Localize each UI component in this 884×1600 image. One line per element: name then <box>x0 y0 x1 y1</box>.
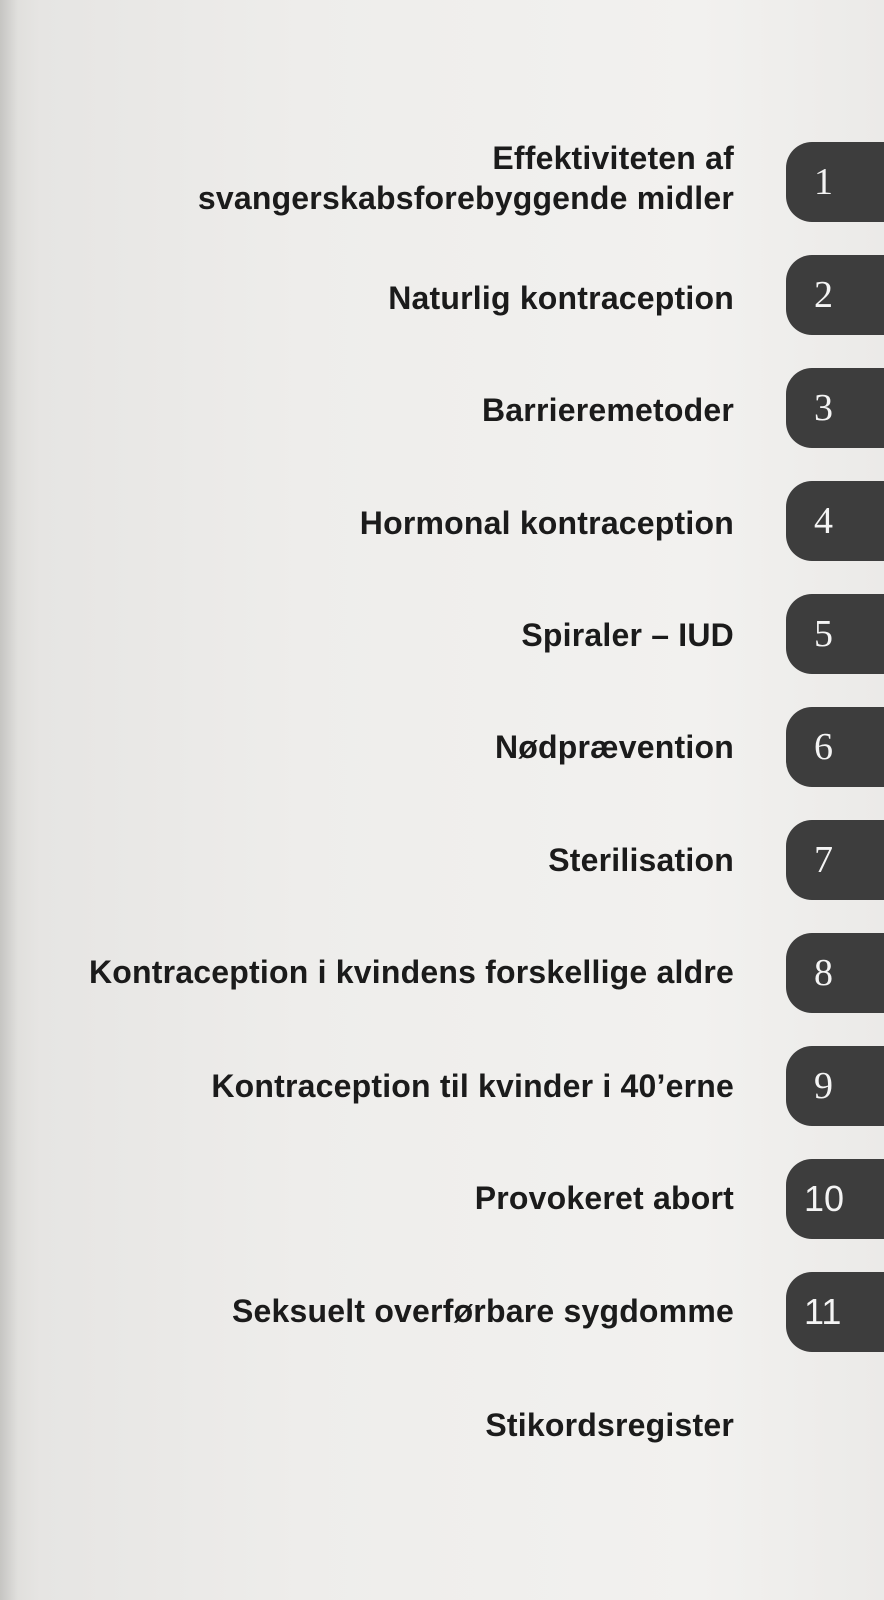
chapter-tab-8[interactable]: 8 <box>786 933 884 1013</box>
chapter-tab-11[interactable]: 11 <box>786 1272 884 1352</box>
chapter-title <box>14 138 734 218</box>
chapter-tab-6[interactable]: 6 <box>786 707 884 787</box>
chapter-title-line: Effektiviteten af <box>492 140 734 176</box>
chapter-title: Nødprævention <box>494 729 734 765</box>
chapter-title: Kontraception i kvindens forskellige aldre <box>88 954 734 990</box>
chapter-title-line: svangerskabsforebyggende midler <box>197 180 734 216</box>
chapter-title: Barrieremetoder <box>482 392 734 428</box>
chapter-title: Kontraception til kvinder i 40’erne <box>211 1068 734 1104</box>
chapter-tab-10[interactable]: 10 <box>786 1159 884 1239</box>
chapter-tab-1[interactable]: 1 <box>786 142 884 222</box>
chapter-tab-2[interactable]: 2 <box>786 255 884 335</box>
chapter-tab-9[interactable]: 9 <box>786 1046 884 1126</box>
chapter-tab-7[interactable]: 7 <box>786 820 884 900</box>
chapter-title: Seksuelt overførbare sygdomme <box>232 1293 734 1329</box>
chapter-tab-4[interactable]: 4 <box>786 481 884 561</box>
chapter-title: Hormonal kontraception <box>359 505 734 541</box>
chapter-title: Sterilisation <box>548 842 734 878</box>
chapter-tab-3[interactable]: 3 <box>786 368 884 448</box>
chapter-title: Spiraler – IUD <box>521 617 734 653</box>
chapter-tab-5[interactable]: 5 <box>786 594 884 674</box>
chapter-title: Naturlig kontraception <box>388 280 734 316</box>
index-title: Stikordsregister <box>485 1407 734 1443</box>
chapter-title: Provokeret abort <box>474 1180 734 1216</box>
